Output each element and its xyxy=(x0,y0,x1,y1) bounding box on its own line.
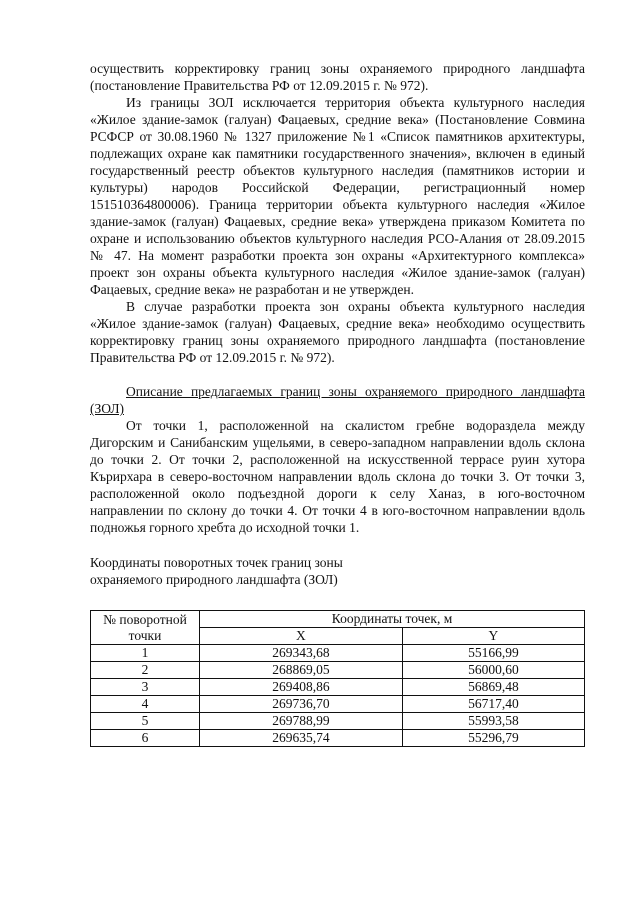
table-title-line-1: Координаты поворотных точек границ зоны xyxy=(90,555,343,570)
section-heading: Описание предлагаемых границ зоны охраняемого природного ландшафта (ЗОЛ) xyxy=(90,384,585,416)
y-value: 55166,99 xyxy=(402,645,584,662)
x-header: X xyxy=(200,628,403,645)
document-page xyxy=(90,60,585,747)
table-row xyxy=(91,645,585,662)
y-value: 56000,60 xyxy=(402,662,584,679)
y-header: Y xyxy=(402,628,584,645)
table-row xyxy=(91,713,585,730)
point-number: 4 xyxy=(91,696,200,713)
table-row xyxy=(91,662,585,679)
y-value: 56717,40 xyxy=(402,696,584,713)
x-value: 269343,68 xyxy=(200,645,403,662)
point-number: 5 xyxy=(91,713,200,730)
table-header-row xyxy=(91,611,585,628)
point-number: 3 xyxy=(91,679,200,696)
y-value: 55296,79 xyxy=(402,730,584,747)
table-title-line-2: охраняемого природного ландшафта (ЗОЛ) xyxy=(90,572,338,587)
table-row xyxy=(91,696,585,713)
paragraph-continuation: осуществить корректировку границ зоны охраняемого природного ландшафта (постановление Правительства РФ от 12.09.2015 г. № 972). xyxy=(90,61,585,93)
x-value: 269788,99 xyxy=(200,713,403,730)
y-value: 56869,48 xyxy=(402,679,584,696)
x-value: 269408,86 xyxy=(200,679,403,696)
point-number: 2 xyxy=(91,662,200,679)
paragraph-exclusion: Из границы ЗОЛ исключается территория объекта культурного наследия «Жилое здание-замок (галуан) Фацаевых, средние века» (Постановление Совмина РСФСР от 30.08.1960 № 1327 приложение №1 «Список памятников архитектуры, подлежащих охране как памятники государственного значения», включен в единый государственный реестр объектов культурного наследия (памятников истории и культуры) народов Российской Федерации, регистрационный номер 151510364800006). Граница территории объекта культурного наследия «Жилое здание-замок (галуан) Фацаевых, средние века» утверждена приказом Комитета по охране и использованию объектов культурного наследия РСО-Алания от 28.09.2015 № 47. На момент разработки проекта зон охраны «Архитектурного комплекса» проект зон охраны объекта культурного наследия «Жилое здание-замок (галуан) Фацаевых, средние века» не разработан и не утвержден. xyxy=(90,95,585,297)
spacer xyxy=(90,536,585,554)
coordinates-table xyxy=(90,610,585,747)
point-number-header: № поворотной точки xyxy=(91,611,200,645)
spacer xyxy=(90,366,585,383)
x-value: 268869,05 xyxy=(200,662,403,679)
y-value: 55993,58 xyxy=(402,713,584,730)
paragraph-correction: В случае разработки проекта зон охраны объекта культурного наследия «Жилое здание-замок (галуан) Фацаевых, средние века» необходимо осуществить корректировку границ зоны охраняемого природного ландшафта (постановление Правительства РФ от 12.09.2015 г. № 972). xyxy=(90,299,585,365)
table-row xyxy=(91,679,585,696)
point-number: 1 xyxy=(91,645,200,662)
section-description: От точки 1, расположенной на скалистом гребне водораздела между Дигорским и Санибанским ущельями, в северо-западном направлении вдоль склона до точки 2. От точки 2, расположенной на искусственной террасе руин хутора Кърирхара в северо-восточном направлении вдоль склона до точки 3. От точки 3, расположенной около подъездной дороги к селу Ханаз, в юго-восточном направлении по склону до точки 4. От точки 4 в юго-восточном направлении вдоль подножья горного хребта до исходной точки 1. xyxy=(90,418,585,535)
point-number: 6 xyxy=(91,730,200,747)
coordinates-header: Координаты точек, м xyxy=(200,611,585,628)
table-row xyxy=(91,730,585,747)
x-value: 269635,74 xyxy=(200,730,403,747)
x-value: 269736,70 xyxy=(200,696,403,713)
